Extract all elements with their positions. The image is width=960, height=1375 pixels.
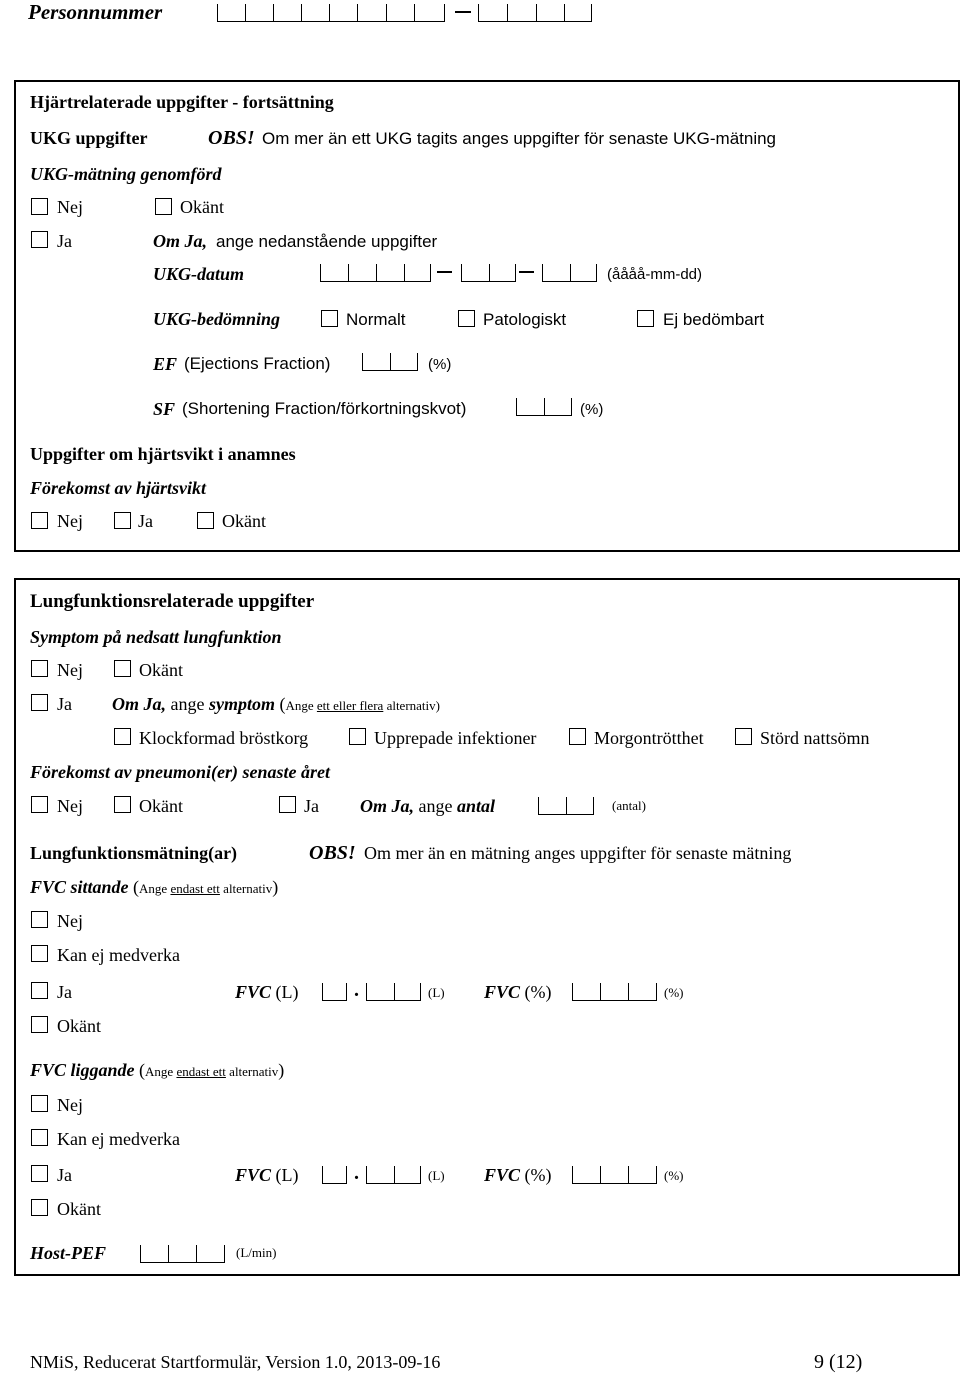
- pneumonia-om-ja-prefix: Om Ja,: [360, 796, 414, 816]
- pef-unit-text: L/min): [240, 1245, 277, 1260]
- fvc-lying-okant-checkbox[interactable]: [31, 1199, 48, 1216]
- fvc-lying-hint-pre: Ange: [145, 1064, 177, 1079]
- symptom-nej-checkbox[interactable]: [31, 660, 48, 677]
- pneumonia-ja-label: Ja: [304, 796, 319, 816]
- assessment-ej-bedombart-checkbox[interactable]: [637, 310, 654, 327]
- fvc-sitting-nej-checkbox[interactable]: [31, 911, 48, 928]
- pneumonia-okant-checkbox[interactable]: [114, 796, 131, 813]
- assessment-normalt-label: Normalt: [346, 310, 406, 329]
- pneumonia-om-ja-mid: ange: [418, 796, 453, 816]
- ukg-done-question: UKG-mätning genomförd: [30, 164, 222, 184]
- pneumonia-question: Förekomst av pneumoni(er) senaste året: [30, 762, 330, 782]
- symptom-morgontrotthet-label: Morgontrötthet: [594, 728, 704, 748]
- fvc-sitting-kan-ej-checkbox[interactable]: [31, 945, 48, 962]
- ukg-label: UKG uppgifter: [30, 128, 148, 148]
- fvc-sitting-pct-unit: (%): [664, 985, 684, 1000]
- sf-abbr: SF: [153, 399, 176, 419]
- hf-okant-checkbox[interactable]: [197, 512, 214, 529]
- hf-section-title: Uppgifter om hjärtsvikt i anamnes: [30, 444, 296, 464]
- symptom-nej-label: Nej: [57, 660, 83, 680]
- footer-document-info: NMiS, Reducerat Startformulär, Version 1.0, 2013-09-16: [30, 1352, 441, 1372]
- assessment-normalt-checkbox[interactable]: [321, 310, 338, 327]
- ukg-nej-checkbox[interactable]: [31, 198, 48, 215]
- ukg-ja-checkbox[interactable]: [31, 231, 48, 248]
- heart-section-title: Hjärtrelaterade uppgifter - fortsättning: [30, 92, 334, 112]
- fvc-lying-kan-ej-label: Kan ej medverka: [57, 1129, 180, 1149]
- fvc-sitting-label: FVC sittande: [30, 877, 129, 897]
- fvc-lying-nej-checkbox[interactable]: [31, 1095, 48, 1112]
- symptom-morgontrotthet-checkbox[interactable]: [569, 728, 586, 745]
- fvc-sitting-okant-label: Okänt: [57, 1016, 101, 1036]
- pef-unit: (L/min): [236, 1245, 277, 1260]
- pneumonia-om-ja-line: [360, 797, 495, 815]
- fvc-sitting-l-caption: [235, 983, 299, 1001]
- fvc-lying-pct-field[interactable]: [572, 1164, 658, 1184]
- symptom-question: Symptom på nedsatt lungfunktion: [30, 627, 282, 647]
- ukg-okant-checkbox[interactable]: [155, 198, 172, 215]
- fvc-sitting-hint: (Ange endast ett alternativ): [133, 877, 279, 897]
- fvc-sitting-hint-post: alternativ: [219, 881, 273, 896]
- ukg-obs-text: Om mer än ett UKG tagits anges uppgifter för senaste UKG-mätning: [262, 129, 777, 148]
- fvc-sitting-hint-pre: Ange: [139, 881, 171, 896]
- fvc-sitting-l-decimal-field[interactable]: [366, 981, 422, 1001]
- lung-measure-obs-text: Om mer än en mätning anges uppgifter för senaste mätning: [364, 843, 792, 863]
- assessment-patologiskt-label: Patologiskt: [483, 310, 567, 329]
- fvc-lying-kan-ej-checkbox[interactable]: [31, 1129, 48, 1146]
- pneumonia-nej-checkbox[interactable]: [31, 796, 48, 813]
- fvc-lying-pct-unit-label: (%): [524, 1165, 552, 1185]
- pneumonia-okant-label: Okänt: [139, 796, 183, 816]
- symptom-infektioner-label: Upprepade infektioner: [374, 728, 537, 748]
- ukg-assessment-label: UKG-bedömning: [153, 309, 281, 329]
- fvc-lying-label: FVC liggande: [30, 1060, 135, 1080]
- pef-label: Host-PEF: [30, 1243, 107, 1263]
- fvc-lying-ja-label: Ja: [57, 1165, 72, 1185]
- ukg-obs-label: OBS!: [208, 127, 255, 149]
- ef-value-field[interactable]: [362, 351, 418, 371]
- symptom-om-ja-line: [112, 695, 440, 713]
- ukg-date-year-field[interactable]: [320, 262, 432, 282]
- hf-nej-checkbox[interactable]: [31, 512, 48, 529]
- symptom-nattsomn-checkbox[interactable]: [735, 728, 752, 745]
- assessment-patologiskt-checkbox[interactable]: [458, 310, 475, 327]
- ukg-date-day-field[interactable]: [542, 262, 598, 282]
- symptom-nattsomn-label: Störd nattsömn: [760, 728, 870, 748]
- pef-value-field[interactable]: [140, 1243, 226, 1263]
- personnummer-date-field[interactable]: [217, 2, 447, 22]
- fvc-lying-hint-underlined: endast ett: [176, 1064, 226, 1079]
- fvc-sitting-kan-ej-label: Kan ej medverka: [57, 945, 180, 965]
- fvc-lying-hint: (Ange endast ett alternativ): [139, 1060, 285, 1080]
- sf-unit: (%): [580, 401, 604, 418]
- fvc-sitting-pct-caption: [484, 983, 552, 1001]
- fvc-lying-nej-label: Nej: [57, 1095, 83, 1115]
- fvc-sitting-l-abbr: FVC: [235, 982, 272, 1002]
- ukg-om-ja-prefix: Om Ja,: [153, 231, 207, 251]
- ef-label: (Ejections Fraction): [184, 354, 331, 373]
- symptom-multi-hint-underlined: ett eller flera: [316, 698, 384, 713]
- fvc-lying-pct-abbr: FVC: [484, 1165, 521, 1185]
- pneumonia-nej-label: Nej: [57, 796, 83, 816]
- fvc-lying-pct-unit: (%): [664, 1168, 684, 1183]
- fvc-sitting-l-unit-label: (L): [275, 982, 299, 1002]
- symptom-infektioner-checkbox[interactable]: [349, 728, 366, 745]
- fvc-sitting-ja-label: Ja: [57, 982, 72, 1002]
- fvc-sitting-l-unit: (L): [428, 985, 445, 1000]
- fvc-sitting-nej-label: Nej: [57, 911, 83, 931]
- lung-measure-obs-label: OBS!: [309, 842, 356, 864]
- personnummer-suffix-field[interactable]: [478, 2, 593, 22]
- symptom-okant-checkbox[interactable]: [114, 660, 131, 677]
- hf-question: Förekomst av hjärtsvikt: [30, 478, 207, 498]
- fvc-sitting-heading: [30, 878, 278, 896]
- ukg-okant-label: Okänt: [180, 197, 224, 217]
- fvc-lying-l-decimal-field[interactable]: [366, 1164, 422, 1184]
- footer-page-number: 9 (12): [814, 1351, 863, 1373]
- ef-unit: (%): [428, 356, 452, 373]
- symptom-om-ja-word: symptom: [208, 694, 275, 714]
- ukg-date-month-field[interactable]: [461, 262, 517, 282]
- symptom-klockformad-checkbox[interactable]: [114, 728, 131, 745]
- hf-nej-label: Nej: [57, 511, 83, 531]
- fvc-sitting-decimal-point: .: [354, 979, 359, 1001]
- lung-section-title: Lungfunktionsrelaterade uppgifter: [30, 591, 315, 612]
- hf-okant-label: Okänt: [222, 511, 266, 531]
- pneumonia-om-ja-word: antal: [456, 796, 495, 816]
- pneumonia-ja-checkbox[interactable]: [279, 796, 296, 813]
- fvc-sitting-pct-field[interactable]: [572, 981, 658, 1001]
- symptom-multi-hint-post: alternativ): [383, 698, 440, 713]
- fvc-sitting-pct-unit-label: (%): [524, 982, 552, 1002]
- ukg-om-ja-text: ange nedanstående uppgifter: [216, 232, 438, 251]
- fvc-sitting-pct-abbr: FVC: [484, 982, 521, 1002]
- fvc-lying-l-caption: [235, 1166, 299, 1184]
- ukg-nej-label: Nej: [57, 197, 83, 217]
- fvc-sitting-l-integer-field[interactable]: [322, 981, 348, 1001]
- symptom-om-ja-prefix: Om Ja,: [112, 694, 166, 714]
- fvc-lying-okant-label: Okänt: [57, 1199, 101, 1219]
- fvc-lying-l-abbr: FVC: [235, 1165, 272, 1185]
- symptom-ja-label: Ja: [57, 694, 72, 714]
- symptom-multi-hint: (Ange ett eller flera alternativ): [279, 694, 440, 714]
- lung-measure-label: Lungfunktionsmätning(ar): [30, 843, 238, 863]
- hf-ja-checkbox[interactable]: [114, 512, 131, 529]
- ukg-date-format: (åååå-mm-dd): [607, 266, 703, 283]
- fvc-lying-l-unit: (L): [428, 1168, 445, 1183]
- fvc-lying-ja-checkbox[interactable]: [31, 1165, 48, 1182]
- personnummer-dash: [455, 11, 471, 13]
- fvc-lying-l-integer-field[interactable]: [322, 1164, 348, 1184]
- symptom-om-ja-mid: ange: [170, 694, 205, 714]
- symptom-multi-hint-pre: Ange: [285, 698, 317, 713]
- fvc-lying-l-unit-label: (L): [275, 1165, 299, 1185]
- personnummer-label: Personnummer: [28, 0, 163, 24]
- sf-value-field[interactable]: [516, 396, 572, 416]
- fvc-sitting-hint-underlined: endast ett: [170, 881, 220, 896]
- ukg-date-dash-2: [519, 271, 534, 273]
- symptom-okant-label: Okänt: [139, 660, 183, 680]
- sf-label: (Shortening Fraction/förkortningskvot): [182, 399, 467, 418]
- fvc-lying-pct-caption: [484, 1166, 552, 1184]
- ukg-date-label: UKG-datum: [153, 264, 245, 284]
- pneumonia-count-field[interactable]: [538, 795, 594, 815]
- hf-ja-label: Ja: [138, 511, 153, 531]
- ef-abbr: EF: [153, 354, 178, 374]
- ukg-date-dash-1: [437, 271, 452, 273]
- ukg-ja-label: Ja: [57, 231, 72, 251]
- symptom-ja-checkbox[interactable]: [31, 694, 48, 711]
- symptom-klockformad-label: Klockformad bröstkorg: [139, 728, 309, 748]
- fvc-sitting-ja-checkbox[interactable]: [31, 982, 48, 999]
- pneumonia-unit: (antal): [612, 798, 646, 813]
- fvc-lying-heading: [30, 1061, 284, 1079]
- fvc-lying-hint-post: alternativ: [225, 1064, 279, 1079]
- fvc-lying-decimal-point: .: [354, 1162, 359, 1184]
- assessment-ej-bedombart-label: Ej bedömbart: [663, 310, 765, 329]
- fvc-sitting-okant-checkbox[interactable]: [31, 1016, 48, 1033]
